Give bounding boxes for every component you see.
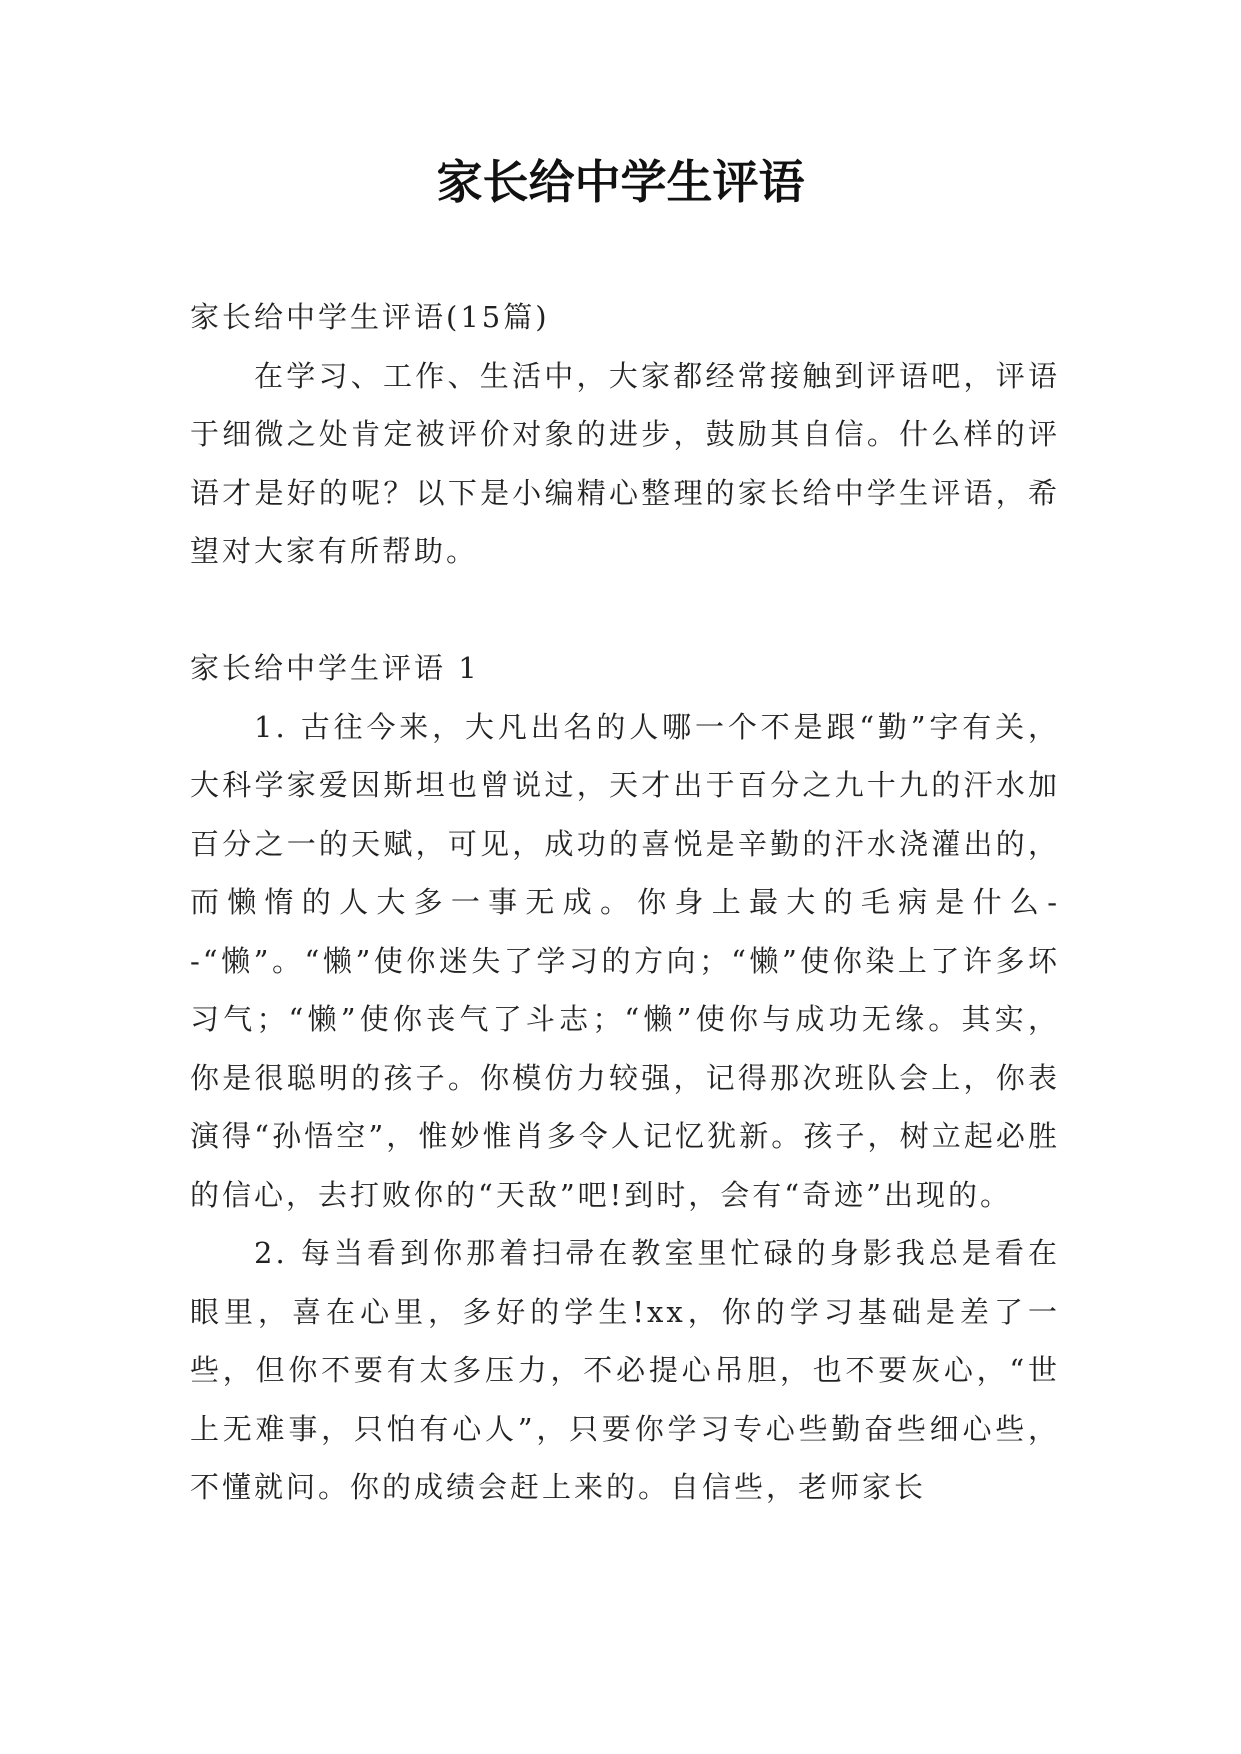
document-subtitle: 家长给中学生评语(15篇) xyxy=(190,300,550,334)
comment-paragraph-1: 1. 古往今来，大凡出名的人哪一个不是跟“勤”字有关，大科学家爱因斯坦也曾说过，天才出于百分之九十九的汗水加百分之一的天赋，可见，成功的喜悦是辛勤的汗水浇灌出的，而懒惰的人大多一事无成。你身上最大的毛病是什么--“懒”。“懒”使你迷失了学习的方向；“懒”使你染上了许多坏习气；“懒”使你丧气了斗志；“懒”使你与成功无缘。其实，你是很聪明的孩子。你模仿力较强，记得那次班队会上，你表演得“孙悟空”，惟妙惟肖多令人记忆犹新。孩子，树立起必胜的信心，去打败你的“天敌”吧!到时，会有“奇迹”出现的。 xyxy=(190,709,1060,1212)
document-body xyxy=(190,288,1060,1517)
section-heading: 家长给中学生评语 1 xyxy=(190,651,480,685)
paragraph-spacer xyxy=(190,581,1060,640)
intro-paragraph: 在学习、工作、生活中，大家都经常接触到评语吧，评语于细微之处肯定被评价对象的进步，鼓励其自信。什么样的评语才是好的呢？以下是小编精心整理的家长给中学生评语，希望对大家有所帮助。 xyxy=(190,358,1060,568)
document-title: 家长给中学生评语 xyxy=(436,155,805,209)
comment-paragraph-2: 2. 每当看到你那着扫帚在教室里忙碌的身影我总是看在眼里，喜在心里，多好的学生!xx，你的学习基础是差了一些，但你不要有太多压力，不必提心吊胆，也不要灰心，“世上无难事，只怕有心人”，只要你学习专心些勤奋些细心些，不懂就问。你的成绩会赶上来的。自信些，老师家长 xyxy=(190,1236,1060,1504)
